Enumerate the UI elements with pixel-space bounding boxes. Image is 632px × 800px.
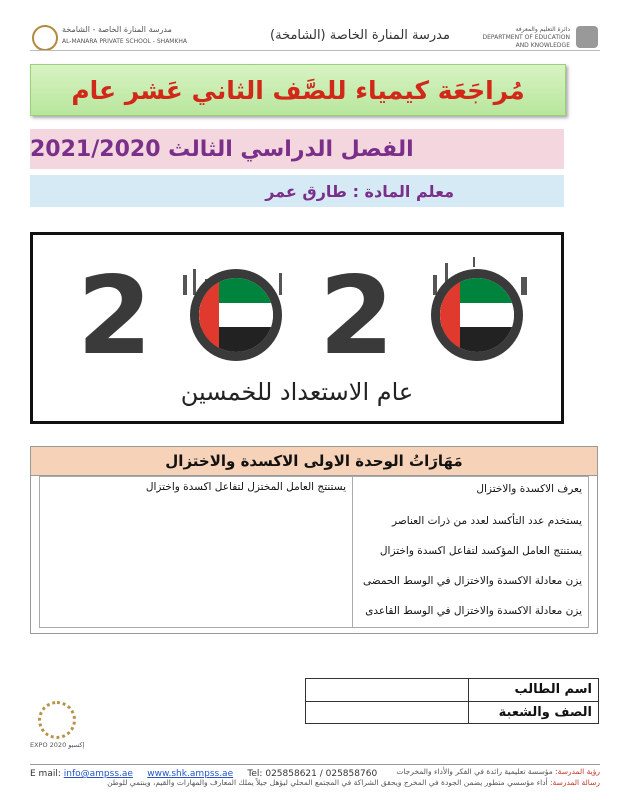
school-name: مدرسة المنارة الخاصة (الشامخة) [270,28,450,43]
skill-item: يعرف الاكسدة والاختزال [476,483,582,495]
skill-item: يستنتج العامل المختزل لتفاعل اكسدة واختزال [145,481,346,493]
adek-logo-english-2: AND KNOWLEDGE [515,42,570,49]
school-emblem-icon [32,25,58,51]
vision-label: رؤية المدرسة: [555,767,600,776]
uae-flag-circle-left [190,269,282,361]
review-title: مُراجَعَة كيمياء للصَّف الثاني عَشر عام [71,75,525,105]
mission-text: أداء مؤسسي متطور يضمن الجودة في المخرج ويحقق الشراكة في المجتمع المحلي ليؤهل جيلاً يملك المعارف والمهارات والقيم، وينتمي للوطن [107,778,548,787]
teacher-name: معلم المادة : طارق عمر [265,181,454,201]
email-label: E mail: [30,769,61,779]
school-logo-english: AL-MANARA PRIVATE SCHOOL - SHAMKHA [62,38,188,45]
teacher-banner [30,175,564,207]
tel-number: 025858621 / 025858760 [265,769,378,779]
uae-flag-circle-right [431,269,523,361]
digit-two-right: 2 [319,254,395,379]
mission-label: رسالة المدرسة: [550,778,600,787]
skill-item: يستخدم عدد التأكسد لعدد من ذرات العناصر [392,515,582,527]
skill-item: يستنتج العامل المؤكسد لتفاعل اكسدة واختزال [379,545,582,557]
digit-two-left: 2 [77,254,153,379]
skills-table [30,446,598,634]
skills-right-column [351,476,589,628]
footer [30,764,600,789]
expo-ring-icon [38,701,76,739]
review-title-banner [30,64,566,116]
adek-emblem-icon [576,26,598,48]
student-name-row [306,679,598,702]
term-banner [30,129,564,169]
website-link[interactable]: www.shk.ampss.ae [147,769,234,779]
student-info-table [305,678,599,724]
student-class-row [306,702,598,724]
skill-item: يزن معادلة الاكسدة والاختزال في الوسط الحمضى [362,575,582,587]
skills-heading: مَهَارَاتُ الوحدة الاولى الاكسدة والاختزال [31,447,597,476]
tel-label: Tel: [247,769,263,779]
expo-label: EXPO 2020 إكسبو [30,741,85,749]
header-divider [30,50,600,51]
school-logo-arabic: مدرسة المنارة الخاصة - الشامخة [62,25,172,34]
student-name-label: اسم الطالب [468,679,598,701]
term-title: الفصل الدراسي الثالث 2021/2020 [30,136,414,162]
expo-logo [30,701,85,761]
skill-item: يزن معادلة الاكسدة والاختزال في الوسط القاعدى [365,605,582,617]
adek-logo [478,24,598,52]
school-logo [32,25,188,51]
school-vision-mission [107,766,600,788]
adek-logo-english-1: DEPARTMENT OF EDUCATION [482,34,570,41]
year-slogan: عام الاستعداد للخمسين [180,378,414,406]
vision-text: مؤسسة تعليمية رائدة في الفكر والأداء والمخرجات [396,767,553,776]
student-class-label: الصف والشعبة [468,702,598,724]
adek-logo-arabic: دائرة التعليم والمعرفة [515,26,570,33]
email-link[interactable]: info@ampss.ae [63,769,133,779]
skills-left-column [39,476,353,628]
